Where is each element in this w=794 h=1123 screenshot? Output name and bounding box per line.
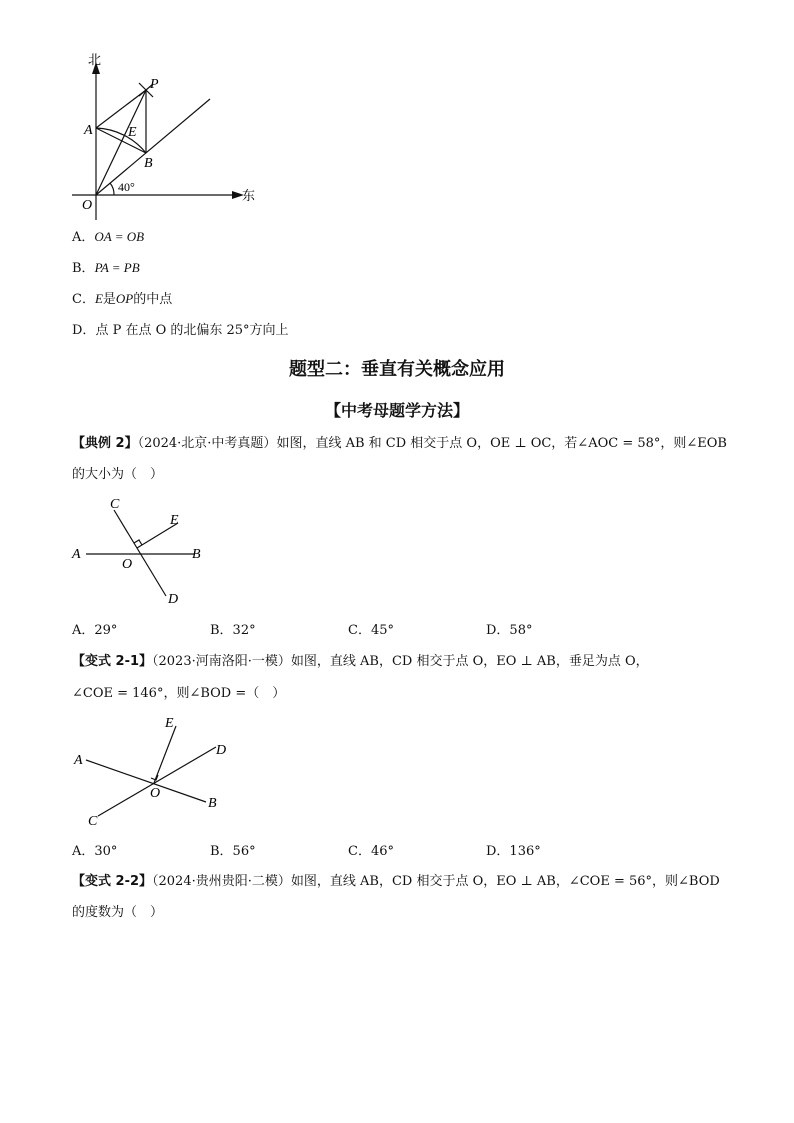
point-p-label: P bbox=[150, 77, 159, 92]
ray-oe bbox=[154, 726, 176, 783]
svg-text:E: E bbox=[165, 716, 174, 731]
point-o-label: O bbox=[82, 198, 93, 213]
svg-text:A: A bbox=[72, 547, 81, 562]
example2-option-a[interactable]: A．29° bbox=[72, 623, 118, 638]
method-title: 【中考母题学方法】 bbox=[324, 401, 469, 420]
q1-option-b[interactable]: B．PA = PB bbox=[72, 260, 140, 276]
svg-text:C: C bbox=[110, 497, 120, 512]
svg-text:O: O bbox=[122, 557, 133, 572]
example2-source: （2024·北京·中考真题） bbox=[137, 436, 277, 451]
variant21-tag: 【变式 2-1】 bbox=[72, 654, 153, 669]
ray-ob bbox=[96, 99, 210, 195]
segment-ab bbox=[96, 128, 146, 153]
variant22-line1: 如图，直线 AB，CD 相交于点 O，EO ⊥ AB，∠COE = 56°，则∠BOD bbox=[290, 874, 720, 889]
figure-variant21 bbox=[66, 712, 246, 830]
q1-option-c[interactable]: C．E是OP的中点 bbox=[72, 291, 173, 307]
svg-text:D: D bbox=[216, 743, 227, 758]
example2-option-b[interactable]: B．32° bbox=[210, 623, 256, 638]
svg-text:A: A bbox=[74, 753, 83, 768]
variant21-option-b[interactable]: B．56° bbox=[210, 844, 256, 859]
example2-line1: 如图，直线 AB 和 CD 相交于点 O，OE ⊥ OC，若∠AOC = 58°，则∠EOB bbox=[276, 436, 727, 451]
figure-example2 bbox=[66, 492, 216, 612]
line-cd bbox=[114, 510, 166, 596]
variant22-source: （2024·贵州贵阳·二模） bbox=[152, 874, 291, 889]
variant22-line2: 的度数为（ ） bbox=[72, 905, 164, 920]
svg-text:C: C bbox=[88, 814, 98, 829]
example2-tag: 【典例 2】 bbox=[72, 436, 138, 451]
figure-compass-diagram bbox=[60, 50, 270, 225]
variant22-question bbox=[72, 873, 720, 891]
svg-text:B: B bbox=[208, 796, 217, 811]
point-b-label: B bbox=[144, 156, 153, 171]
variant21-source: （2023·河南洛阳·一模） bbox=[152, 654, 291, 669]
example2-option-d[interactable]: D．58° bbox=[486, 623, 533, 638]
line-ab bbox=[86, 760, 206, 802]
angle-label: 40° bbox=[118, 180, 135, 194]
variant21-line1: 如图，直线 AB，CD 相交于点 O，EO ⊥ AB，垂足为点 O， bbox=[290, 654, 649, 669]
example2-question bbox=[72, 435, 727, 453]
svg-text:D: D bbox=[168, 592, 179, 607]
point-a-label: A bbox=[84, 123, 93, 138]
north-label: 北 bbox=[88, 52, 102, 67]
q1-option-a[interactable]: A．OA = OB bbox=[72, 229, 145, 245]
variant21-line2: ∠COE = 146°，则∠BOD =（ ） bbox=[72, 686, 286, 701]
segment-ap bbox=[96, 90, 146, 128]
point-e-label: E bbox=[128, 125, 137, 140]
variant21-option-c[interactable]: C．46° bbox=[348, 844, 394, 859]
svg-text:O: O bbox=[150, 786, 161, 801]
q1-option-d[interactable]: D．点 P 在点 O 的北偏东 25°方向上 bbox=[72, 323, 289, 338]
line-cd bbox=[98, 747, 216, 816]
section-title: 题型二：垂直有关概念应用 bbox=[289, 359, 505, 380]
svg-text:E: E bbox=[170, 513, 179, 528]
variant22-tag: 【变式 2-2】 bbox=[72, 874, 153, 889]
variant21-question bbox=[72, 653, 649, 671]
example2-option-c[interactable]: C．45° bbox=[348, 623, 394, 638]
svg-text:B: B bbox=[192, 547, 201, 562]
example2-line2: 的大小为（ ） bbox=[72, 467, 164, 482]
variant21-option-a[interactable]: A．30° bbox=[72, 844, 118, 859]
variant21-option-d[interactable]: D．136° bbox=[486, 844, 541, 859]
east-label: 东 bbox=[242, 188, 256, 203]
